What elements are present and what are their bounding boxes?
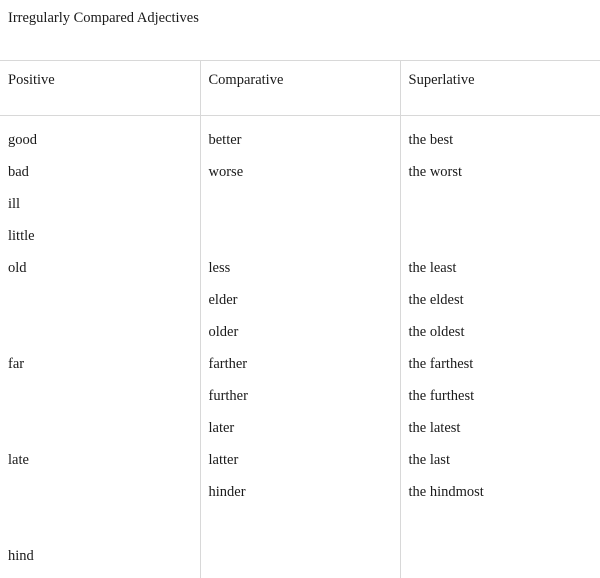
list-item: the last: [401, 444, 600, 476]
superlative-list: [401, 116, 600, 578]
list-item: better: [201, 124, 400, 156]
list-item: [0, 380, 200, 412]
list-item: later: [201, 412, 400, 444]
list-item: the eldest: [401, 284, 600, 316]
column-superlative: [400, 116, 600, 578]
column-comparative: [200, 116, 400, 578]
list-item: the worst: [401, 156, 600, 188]
list-item: further: [201, 380, 400, 412]
table-caption-row: [0, 0, 600, 61]
table-header-row: [0, 61, 600, 116]
list-item: bad: [0, 156, 200, 188]
list-item: ill: [0, 188, 200, 220]
list-item: [401, 188, 600, 220]
list-item: [201, 188, 400, 220]
list-item: the oldest: [401, 316, 600, 348]
list-item: [0, 508, 200, 540]
list-item: [401, 508, 600, 540]
list-item: little: [0, 220, 200, 252]
list-item: [201, 220, 400, 252]
list-item: farther: [201, 348, 400, 380]
table-body-row: [0, 116, 600, 578]
list-item: [401, 220, 600, 252]
list-item: [401, 540, 600, 572]
list-item: [0, 316, 200, 348]
list-item: the best: [401, 124, 600, 156]
list-item: hinder: [201, 476, 400, 508]
list-item: far: [0, 348, 200, 380]
column-positive: [0, 116, 200, 578]
list-item: [201, 508, 400, 540]
column-header-positive: Positive: [0, 61, 200, 116]
list-item: worse: [201, 156, 400, 188]
positive-list: [0, 116, 200, 578]
column-header-superlative: Superlative: [400, 61, 600, 116]
list-item: late: [0, 444, 200, 476]
list-item: old: [0, 252, 200, 284]
comparative-list: [201, 116, 400, 578]
list-item: [0, 284, 200, 316]
list-item: [0, 476, 200, 508]
list-item: good: [0, 124, 200, 156]
list-item: elder: [201, 284, 400, 316]
list-item: latter: [201, 444, 400, 476]
list-item: the latest: [401, 412, 600, 444]
list-item: less: [201, 252, 400, 284]
list-item: hind: [0, 540, 200, 572]
list-item: [201, 540, 400, 572]
list-item: older: [201, 316, 400, 348]
list-item: the furthest: [401, 380, 600, 412]
list-item: the farthest: [401, 348, 600, 380]
list-item: the hindmost: [401, 476, 600, 508]
list-item: the least: [401, 252, 600, 284]
list-item: [0, 412, 200, 444]
column-header-comparative: Comparative: [200, 61, 400, 116]
table-caption: Irregularly Compared Adjectives: [0, 0, 600, 61]
